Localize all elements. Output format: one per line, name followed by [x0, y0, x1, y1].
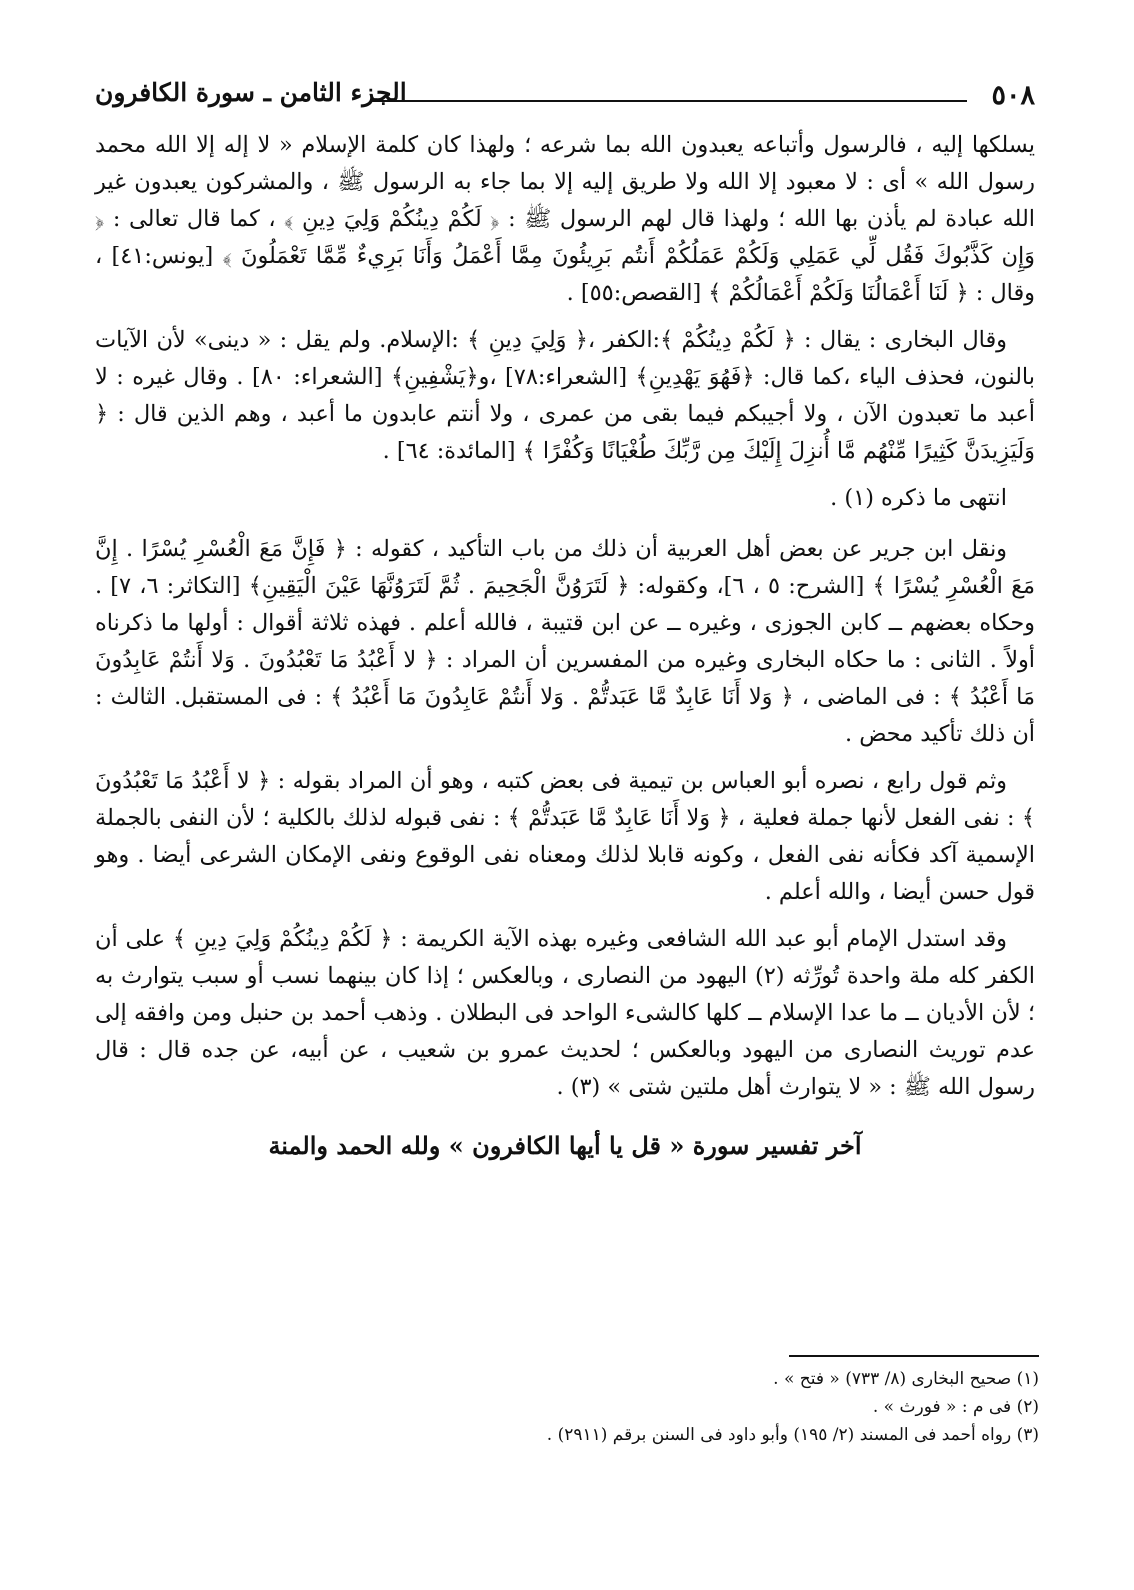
paragraph-3: انتهى ما ذكره (١) .	[830, 485, 1007, 511]
footnote-1: (١) صحيح البخارى (٨/ ٧٣٣) « فتح » .	[773, 1369, 1039, 1389]
footnote-rule	[789, 1355, 1039, 1357]
paragraph-4: ونقل ابن جرير عن بعض أهل العربية أن ذلك من باب التأكيد ، كقوله : ﴿ فَإِنَّ مَعَ الْعُسْرِ يُسْرًا . إِنَّ مَعَ الْعُسْرِ يُسْرًا ﴾ [الشرح: ٥ ، ٦]، وكقوله: ﴿ لَتَرَوُنَّ الْجَحِيمَ . ثُمَّ لَتَرَوُنَّهَا عَيْنَ الْيَقِينِ﴾ [التكاثر: ٦، ٧] . وحكاه بعضهم ــ كابن الجوزى ، وغيره ــ عن ابن قتيبة ، فالله أعلم . فهذه ثلاثة أقوال : أولها ما ذكرناه أولاً . الثانى : ما حكاه البخارى وغيره من المفسرين أن المراد : ﴿ لا أَعْبُدُ مَا تَعْبُدُونَ . وَلا أَنتُمْ عَابِدُونَ مَا أَعْبُدُ ﴾ : فى الماضى ، ﴿ وَلا أَنَا عَابِدٌ مَّا عَبَدتُّمْ . وَلا أَنتُمْ عَابِدُونَ مَا أَعْبُدُ ﴾ : فى المستقبل. الثالث : أن ذلك تأكيد محض .	[95, 536, 1035, 747]
running-title: الجزء الثامن ـ سورة الكافرون	[95, 78, 407, 107]
footnote-2: (٢) فى م : « فورث » .	[872, 1397, 1039, 1417]
paragraph-6: وقد استدل الإمام أبو عبد الله الشافعى وغيره بهذه الآية الكريمة : ﴿ لَكُمْ دِينُكُمْ وَلِيَ دِينِ ﴾ على أن الكفر كله ملة واحدة تُورِّثه (٢) اليهود من النصارى ، وبالعكس ؛ إذا كان بينهما نسب أو سبب يتوارث به ؛ لأن الأديان ــ ما عدا الإسلام ــ كلها كالشىء الواحد فى البطلان . وذهب أحمد بن حنبل ومن وافقه إلى عدم توريث النصارى من اليهود وبالعكس ؛ لحديث عمرو بن شعيب ، عن أبيه، عن جده قال : قال رسول الله ﷺ : « لا يتوارث أهل ملتين شتى » (٣) .	[95, 926, 1036, 1100]
paragraph-1: يسلكها إليه ، فالرسول وأتباعه يعبدون الله بما شرعه ؛ ولهذا كان كلمة الإسلام « لا إله إلا الله محمد رسول الله » أى : لا معبود إلا الله ولا طريق إليه إلا بما جاء به الرسول ﷺ ، والمشركون يعبدون غير الله عبادة لم يأذن بها الله ؛ ولهذا قال لهم الرسول ﷺ : ﴿ لَكُمْ دِينُكُمْ وَلِيَ دِينِ ﴾ ، كما قال تعالى : ﴿ وَإِن كَذَّبُوكَ فَقُل لِّي عَمَلِي وَلَكُمْ عَمَلُكُمْ أَنتُم بَرِيئُونَ مِمَّا أَعْمَلُ وَأَنَا بَرِيءٌ مِّمَّا تَعْمَلُونَ ﴾ [يونس:٤١] ، وقال : ﴿ لَنَا أَعْمَالُنَا وَلَكُمْ أَعْمَالُكُمْ ﴾ [القصص:٥٥] .	[95, 132, 1035, 306]
closing-line: آخر تفسير سورة « قل يا أيها الكافرون » ولله الحمد والمنة	[268, 1131, 862, 1160]
footnote-3: (٣) رواه أحمد فى المسند (٢/ ١٩٥) وأبو داود فى السنن برقم (٢٩١١) .	[546, 1425, 1039, 1445]
page-number: ٥٠٨	[991, 80, 1035, 111]
paragraph-2: وقال البخارى : يقال : ﴿ لَكُمْ دِينُكُمْ ﴾:الكفر ،﴿ وَلِيَ دِينِ ﴾ :الإسلام. ولم يقل : « دينى» لأن الآيات بالنون، فحذف الياء ،كما قال: ﴿فَهُوَ يَهْدِينِ﴾ [الشعراء:٧٨] ،و﴿يَشْفِينِ﴾ [الشعراء: ٨٠] . وقال غيره : لا أعبد ما تعبدون الآن ، ولا أجيبكم فيما بقى من عمرى ، ولا أنتم عابدون ما أعبد ، وهم الذين قال : ﴿ وَلَيَزِيدَنَّ كَثِيرًا مِّنْهُم مَّا أُنزِلَ إِلَيْكَ مِن رَّبِّكَ طُغْيَانًا وَكُفْرًا ﴾ [المائدة: ٦٤] .	[95, 327, 1035, 464]
paragraph-5: وثم قول رابع ، نصره أبو العباس بن تيمية فى بعض كتبه ، وهو أن المراد بقوله : ﴿ لا أَعْبُدُ مَا تَعْبُدُونَ ﴾ : نفى الفعل لأنها جملة فعلية ، ﴿ وَلا أَنَا عَابِدٌ مَّا عَبَدتُّمْ ﴾ : نفى قبوله لذلك بالكلية ؛ لأن النفى بالجملة الإسمية آكد فكأنه نفى الفعل ، وكونه قابلا لذلك ومعناه نفى الوقوع ونفى الإمكان الشرعى أيضا . وهو قول حسن أيضا ، والله أعلم .	[95, 768, 1035, 905]
header-rule	[370, 100, 967, 102]
page-header	[95, 78, 1035, 118]
main-text	[95, 127, 1035, 1166]
footnotes	[99, 1365, 1039, 1449]
